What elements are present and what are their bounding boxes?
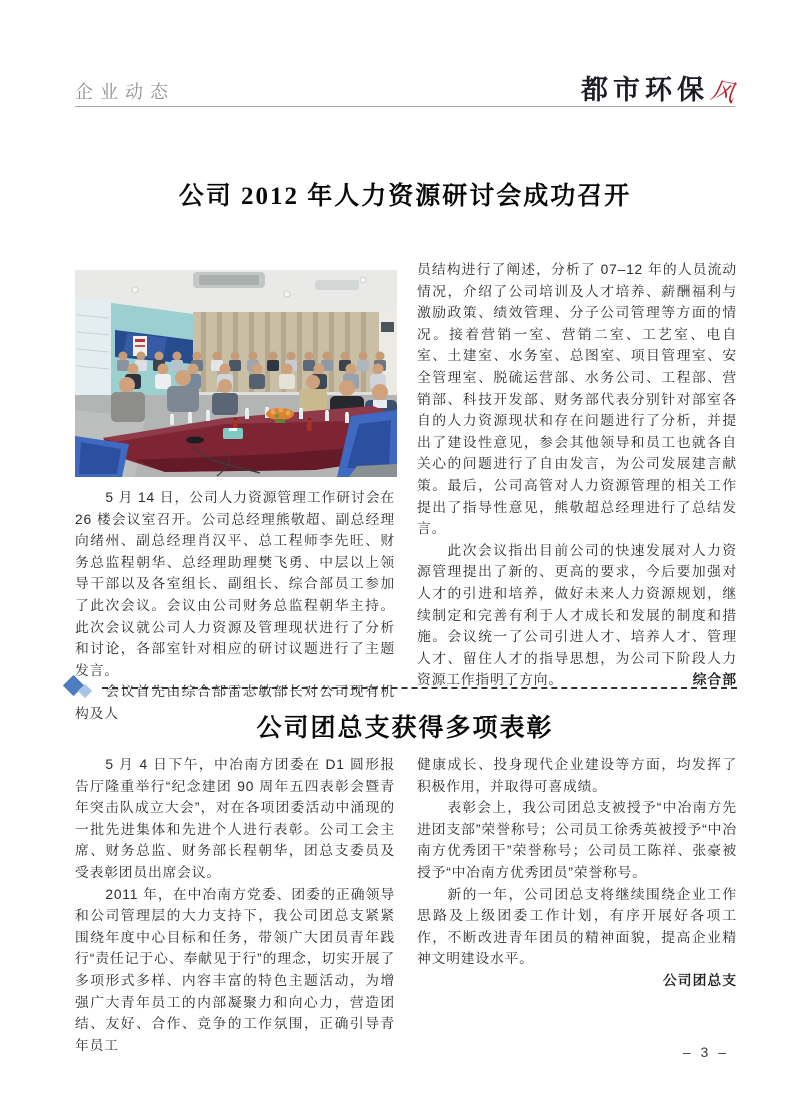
meeting-photo — [75, 270, 397, 477]
header-divider-line — [75, 106, 735, 107]
article1-right-column — [417, 259, 737, 691]
paragraph: 会议首先由综合部雷志敏部长对公司现有机构及人 — [75, 684, 395, 721]
paragraph: 员结构进行了阐述，分析了 07–12 年的人员流动情况，介绍了公司培训及人才培养、薪酬福利与激励政策、绩效管理、分子公司管理等方面的情况。接着营销一室、营销二室、工艺室、电自室、土建室、水务室、总图室、项目管理室、安全管理室、脱硫运营部、水务公司、工程部、营销部、科技开发部、财务部代表分别针对部室各自的人力资源现状和存在问题进行了分析，并提出了建设性意见，参会其他领导和员工也就各自关心的问题进行了自由发言，为公司发展建言献策。最后，公司高管对人力资源管理的相关工作提出了指导性意见，熊敬超总经理进行了总结发言。 — [417, 262, 737, 537]
brand-wind-icon: 风 — [708, 76, 738, 108]
paragraph: 新的一年，公司团总支将继续围绕企业工作思路及上级团委工作计划，有序开展好各项工作，不断改进青年团员的精神面貌，提高企业精神文明建设水平。 — [417, 886, 737, 967]
article2-right-column — [417, 754, 737, 992]
article2-left-column — [75, 754, 395, 1056]
page-header — [75, 66, 738, 108]
paragraph: 2011 年，在中冶南方党委、团委的正确领导和公司管理层的大力支持下，我公司团总支紧紧围绕年度中心目标和任务，带领广大团员青年践行“责任记于心、奉献见于行”的理念，切实开展了多项形式多样、内容丰富的特色主题活动，为增强广大青年员工的内部凝聚力和向心力，营造团结、友好、合作、竞争的工作氛围，正确引导青年员工 — [75, 886, 395, 1053]
page-number: – 3 – — [682, 1044, 729, 1060]
article1-title: 公司 2012 年人力资源研讨会成功召开 — [178, 183, 632, 210]
paragraph: 此次会议指出目前公司的快速发展对人力资源管理提出了新的、更高的要求，今后要加强对人才的引进和培养，做好未来人力资源规划，继续制定和完善有利于人才成长和发展的制度和措施。会议统一了公司引进人才、培养人才、管理人才、留住人才的指导思想，为公司下阶段人力资源工作指明了方向。 — [417, 542, 737, 688]
article1-signature: 综合部 — [692, 672, 737, 688]
meeting-photo-illustration — [75, 270, 397, 477]
section-label: 企业动态 — [75, 82, 175, 102]
paragraph: 健康成长、投身现代企业建设等方面，均发挥了积极作用，并取得可喜成绩。 — [417, 757, 737, 794]
paragraph: 5 月 14 日，公司人力资源管理工作研讨会在 26 楼会议室召开。公司总经理熊敬超、副总经理向绪州、副总经理肖汉平、总工程师李先旺、财务总监程朝华、总经理助理樊飞勇、中层以上领导干部以及各室组长、副组长、综合部员工参加了此次会议。会议由公司财务总监程朝华主持。此次会议就公司人力资源及管理现状进行了分析和讨论，各部室针对相应的研讨议题进行了主题发言。 — [75, 490, 395, 678]
dashed-line — [102, 687, 737, 689]
diamond-icon — [64, 676, 98, 700]
paragraph: 表彰会上，我公司团总支被授予“中冶南方先进团支部”荣誉称号；公司员工徐秀英被授予“中冶南方优秀团干”荣誉称号；公司员工陈祥、张豪被授予“中冶南方优秀团员”荣誉称号。 — [417, 800, 737, 880]
paragraph: 5 月 4 日下午，中冶南方团委在 D1 圆形报告厅隆重举行“纪念建团 90 周年五四表彰会暨青年突击队成立大会”，对在各项团委活动中涌现的一批先进集体和先进个人进行表彰。公司工会主席、财务总监、财务部长程朝华，团总支委员及受表彰团员出席会议。 — [75, 757, 395, 880]
brand-logo — [581, 75, 738, 108]
section-divider — [64, 676, 737, 700]
brand-name: 都市环保 — [581, 75, 709, 105]
article2-title: 公司团总支获得多项表彰 — [256, 715, 554, 742]
article2-signature: 公司团总支 — [663, 972, 737, 988]
